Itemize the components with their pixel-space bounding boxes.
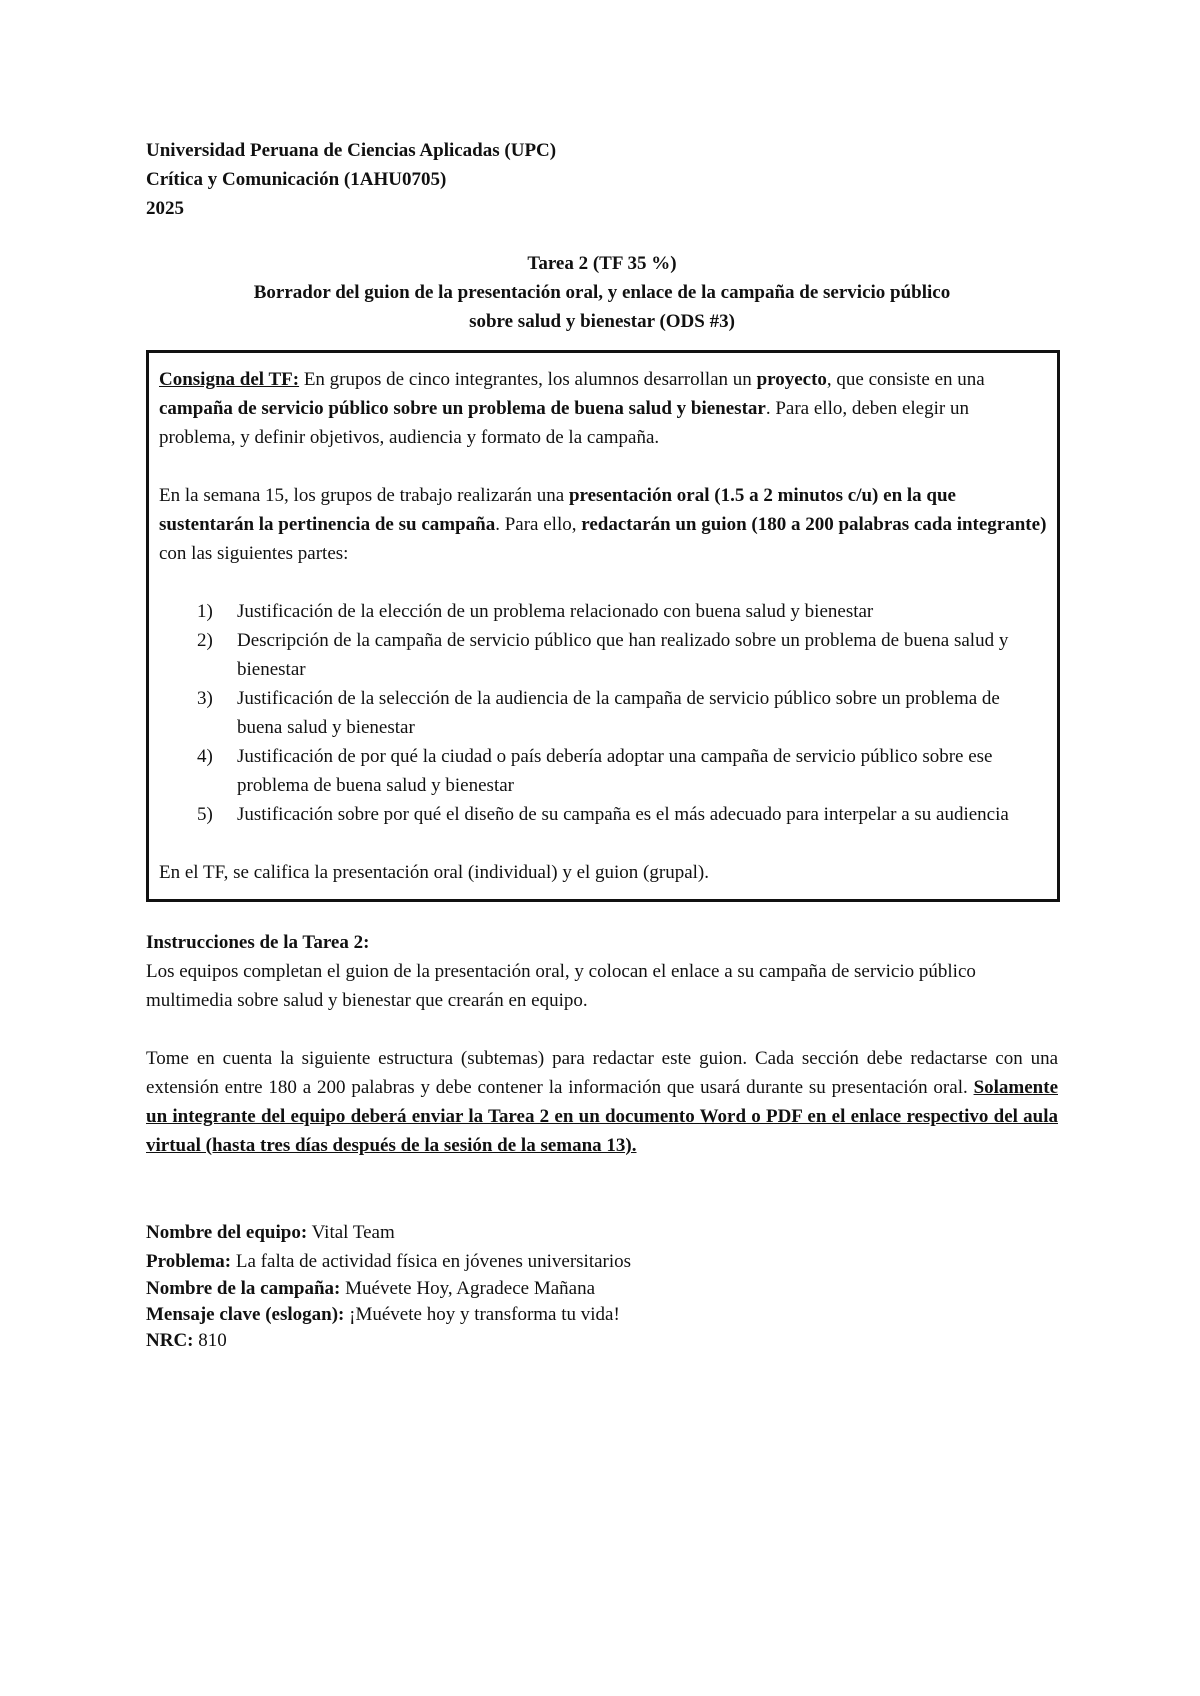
year: 2025 [146, 198, 184, 219]
consigna-bold: campaña de servicio público sobre un problema de buena salud y bienestar [159, 398, 766, 419]
title-line-1: Tarea 2 (TF 35 %) [527, 253, 677, 274]
consigna-paragraph-2 [159, 481, 1047, 568]
list-text: Justificación de la elección de un problema relacionado con buena salud y bienestar [237, 601, 874, 622]
consigna-text: con las siguientes partes: [159, 543, 349, 564]
slogan-value: ¡Muévete hoy y transforma tu vida! [344, 1304, 620, 1325]
team-name-label: Nombre del equipo: [146, 1222, 308, 1243]
course-name: Crítica y Comunicación (1AHU0705) [146, 169, 447, 190]
slogan-row [146, 1302, 1058, 1328]
list-number: 5) [197, 804, 213, 825]
list-number: 3) [197, 688, 213, 709]
consigna-text: . Para ello, [495, 514, 582, 535]
list-text: Descripción de la campaña de servicio público que han realizado sobre un problema de buena salud y bienestar [237, 630, 1009, 680]
title-line-2: Borrador del guion de la presentación oral, y enlace de la campaña de servicio público [253, 282, 951, 303]
consigna-bold: presentación oral (1.5 a 2 minutos c/u) en la que sustentarán la pertinencia de su campaña [159, 485, 956, 535]
consigna-text: En la semana 15, los grupos de trabajo realizarán una [159, 485, 569, 506]
consigna-label: Consigna del TF: [159, 369, 300, 390]
team-name-row [146, 1218, 1058, 1247]
list-text: Justificación sobre por qué el diseño de su campaña es el más adecuado para interpelar a su audiencia [237, 804, 1009, 825]
list-number: 2) [197, 630, 213, 651]
consigna-box [146, 350, 1060, 902]
list-item [159, 742, 1047, 800]
list-number: 1) [197, 601, 213, 622]
consigna-text: . Para ello, deben elegir un problema, y definir objetivos, audiencia y formato de la campaña. [159, 398, 969, 448]
list-number: 4) [197, 746, 213, 767]
campaign-row [146, 1276, 1058, 1302]
instructions-paragraph-1: Los equipos completan el guion de la presentación oral, y colocan el enlace a su campaña de servicio público multimedia sobre salud y bienestar que crearán en equipo. [146, 961, 976, 1011]
consigna-bold: redactarán un guion (180 a 200 palabras cada integrante) [581, 514, 1047, 535]
nrc-row [146, 1328, 1058, 1354]
team-info [146, 1218, 1058, 1354]
team-name-value: Vital Team [307, 1222, 395, 1243]
consigna-paragraph-1 [159, 365, 1047, 452]
list-text: Justificación de por qué la ciudad o país debería adoptar una campaña de servicio público sobre ese problema de buena salud y bienestar [237, 746, 993, 796]
instructions-heading: Instrucciones de la Tarea 2: [146, 932, 370, 953]
list-item [159, 597, 1047, 626]
document-page [146, 136, 1058, 1354]
problem-row [146, 1247, 1058, 1276]
list-item [159, 626, 1047, 684]
parts-list [159, 597, 1047, 829]
instructions-paragraph-2 [146, 1044, 1058, 1160]
consigna-bold: proyecto [756, 369, 827, 390]
nrc-value: 810 [193, 1330, 227, 1351]
campaign-label: Nombre de la campaña: [146, 1278, 341, 1299]
nrc-label: NRC: [146, 1330, 194, 1351]
assignment-title [146, 249, 1058, 336]
instructions-text: Tome en cuenta la siguiente estructura (subtemas) para redactar este guion. Cada sección debe redactarse con una extensión entre 180 a 200 palabras y debe contener la información que usará durante su presentación oral. [146, 1048, 1058, 1098]
consigna-text: , que consiste en una [826, 369, 985, 390]
submission-note: Solamente un integrante del equipo deberá enviar la Tarea 2 en un documento Word o PDF en el enlace respectivo del aula virtual (hasta tres días después de la sesión de la semana 13). [146, 1077, 1058, 1156]
instructions-section [146, 928, 1058, 1160]
list-item [159, 800, 1047, 829]
problem-value: La falta de actividad física en jóvenes universitarios [231, 1251, 632, 1272]
consigna-closing: En el TF, se califica la presentación oral (individual) y el guion (grupal). [159, 862, 709, 883]
list-item [159, 684, 1047, 742]
title-line-3: sobre salud y bienestar (ODS #3) [469, 311, 735, 332]
consigna-text: En grupos de cinco integrantes, los alumnos desarrollan un [299, 369, 757, 390]
problem-label: Problema: [146, 1251, 232, 1272]
list-text: Justificación de la selección de la audiencia de la campaña de servicio público sobre un problema de buena salud y bienestar [237, 688, 1000, 738]
slogan-label: Mensaje clave (eslogan): [146, 1304, 345, 1325]
university-name: Universidad Peruana de Ciencias Aplicadas (UPC) [146, 140, 557, 161]
document-header [146, 136, 1058, 223]
campaign-value: Muévete Hoy, Agradece Mañana [340, 1278, 596, 1299]
